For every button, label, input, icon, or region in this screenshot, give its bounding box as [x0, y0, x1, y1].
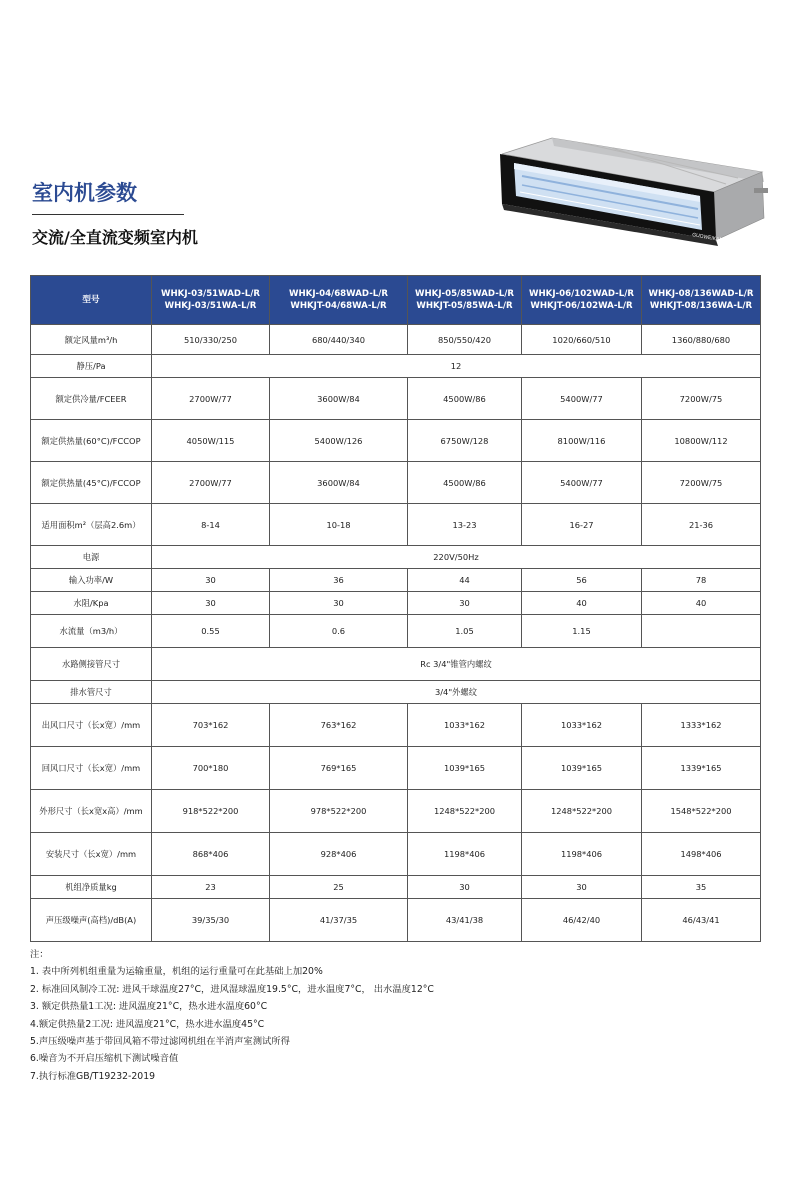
- table-cell: 1.15: [522, 615, 642, 648]
- notes-section: [30, 946, 434, 1085]
- table-row: [31, 704, 761, 747]
- table-cell: 1248*522*200: [408, 790, 522, 833]
- model-column-1: WHKJ-03/51WAD-L/R WHKJ-03/51WA-L/R: [152, 276, 270, 325]
- table-cell: 40: [642, 592, 761, 615]
- row-label: 声压级噪声(高档)/dB(A): [31, 899, 152, 942]
- table-cell: 928*406: [270, 833, 408, 876]
- table-cell: 7200W/75: [642, 462, 761, 504]
- table-row: [31, 546, 761, 569]
- table-cell: 1033*162: [408, 704, 522, 747]
- table-cell: 46/42/40: [522, 899, 642, 942]
- note-line: 1. 表中所列机组重量为运输重量，机组的运行重量可在此基础上加20%: [30, 966, 323, 978]
- row-label: 额定供冷量/FCEER: [31, 378, 152, 420]
- header-row: [31, 276, 761, 325]
- table-cell: 30: [270, 592, 408, 615]
- table-cell: [642, 615, 761, 648]
- row-label: 出风口尺寸（长x宽）/mm: [31, 704, 152, 747]
- table-cell: 769*165: [270, 747, 408, 790]
- row-label: 外形尺寸（长x宽x高）/mm: [31, 790, 152, 833]
- table-cell: 510/330/250: [152, 325, 270, 355]
- table-cell: 868*406: [152, 833, 270, 876]
- table-cell: 41/37/35: [270, 899, 408, 942]
- table-cell: 8100W/116: [522, 420, 642, 462]
- table-cell: 1198*406: [522, 833, 642, 876]
- page-title: 室内机参数: [32, 181, 137, 205]
- table-cell: 46/43/41: [642, 899, 761, 942]
- table-cell: Rc 3/4"锥管内螺纹: [152, 648, 761, 681]
- table-cell: 35: [642, 876, 761, 899]
- table-cell: 700*180: [152, 747, 270, 790]
- spec-table: [30, 275, 761, 942]
- table-cell: 1033*162: [522, 704, 642, 747]
- row-label: 水流量（m3/h）: [31, 615, 152, 648]
- table-cell: 8-14: [152, 504, 270, 546]
- row-label: 电源: [31, 546, 152, 569]
- model-column-5: WHKJ-08/136WAD-L/R WHKJT-08/136WA-L/R: [642, 276, 761, 325]
- note-line: 6.噪音为不开启压缩机下测试噪音值: [30, 1053, 179, 1065]
- table-cell: 1339*165: [642, 747, 761, 790]
- table-cell: 30: [522, 876, 642, 899]
- table-cell: 78: [642, 569, 761, 592]
- table-row: [31, 648, 761, 681]
- table-cell: 1248*522*200: [522, 790, 642, 833]
- row-label: 机组净质量kg: [31, 876, 152, 899]
- table-row: [31, 569, 761, 592]
- row-label: 额定风量m³/h: [31, 325, 152, 355]
- table-cell: 39/35/30: [152, 899, 270, 942]
- table-row: [31, 790, 761, 833]
- table-cell: 0.6: [270, 615, 408, 648]
- table-cell: 763*162: [270, 704, 408, 747]
- table-cell: 3600W/84: [270, 378, 408, 420]
- note-line: 7.执行标准GB/T19232-2019: [30, 1070, 156, 1082]
- table-cell: 4500W/86: [408, 378, 522, 420]
- model-column-2: WHKJ-04/68WAD-L/R WHKJT-04/68WA-L/R: [270, 276, 408, 325]
- note-line: 5.声压级噪声基于带回风箱不带过滤网机组在半消声室测试所得: [30, 1036, 290, 1048]
- row-label: 输入功率/W: [31, 569, 152, 592]
- row-label: 额定供热量(45°C)/FCCOP: [31, 462, 152, 504]
- table-row: [31, 462, 761, 504]
- model-column-3: WHKJ-05/85WAD-L/R WHKJT-05/85WA-L/R: [408, 276, 522, 325]
- table-cell: 1.05: [408, 615, 522, 648]
- table-row: [31, 325, 761, 355]
- table-cell: 978*522*200: [270, 790, 408, 833]
- table-cell: 1548*522*200: [642, 790, 761, 833]
- row-label: 排水管尺寸: [31, 681, 152, 704]
- table-cell: 1039*165: [522, 747, 642, 790]
- row-label: 额定供热量(60°C)/FCCOP: [31, 420, 152, 462]
- table-cell: 1020/660/510: [522, 325, 642, 355]
- table-row: [31, 876, 761, 899]
- table-cell: 44: [408, 569, 522, 592]
- table-cell: 21-36: [642, 504, 761, 546]
- table-cell: 1360/880/680: [642, 325, 761, 355]
- table-cell: 1039*165: [408, 747, 522, 790]
- page-subtitle: 交流/全直流变频室内机: [32, 228, 198, 247]
- table-row: [31, 378, 761, 420]
- table-cell: 10800W/112: [642, 420, 761, 462]
- table-cell: 10-18: [270, 504, 408, 546]
- table-cell: 56: [522, 569, 642, 592]
- table-cell: 7200W/75: [642, 378, 761, 420]
- table-cell: 850/550/420: [408, 325, 522, 355]
- model-column-4: WHKJ-06/102WAD-L/R WHKJT-06/102WA-L/R: [522, 276, 642, 325]
- table-cell: 30: [152, 569, 270, 592]
- table-cell: 5400W/77: [522, 462, 642, 504]
- table-cell: 5400W/77: [522, 378, 642, 420]
- note-line: 3. 额定供热量1工况: 进风温度21°C，热水进水温度60°C: [30, 1001, 268, 1013]
- table-cell: 680/440/340: [270, 325, 408, 355]
- table-cell: 40: [522, 592, 642, 615]
- table-cell: 220V/50Hz: [152, 546, 761, 569]
- table-cell: 1498*406: [642, 833, 761, 876]
- table-row: [31, 615, 761, 648]
- table-cell: 1198*406: [408, 833, 522, 876]
- header-label: 型号: [31, 276, 152, 325]
- table-cell: 30: [408, 876, 522, 899]
- table-cell: 13-23: [408, 504, 522, 546]
- table-cell: 918*522*200: [152, 790, 270, 833]
- row-label: 安装尺寸（长x宽）/mm: [31, 833, 152, 876]
- row-label: 回风口尺寸（长x宽）/mm: [31, 747, 152, 790]
- table-row: [31, 355, 761, 378]
- table-cell: 36: [270, 569, 408, 592]
- table-cell: 30: [152, 592, 270, 615]
- table-cell: 30: [408, 592, 522, 615]
- table-cell: 43/41/38: [408, 899, 522, 942]
- row-label: 水路侧接管尺寸: [31, 648, 152, 681]
- table-cell: 5400W/126: [270, 420, 408, 462]
- table-cell: 16-27: [522, 504, 642, 546]
- table-cell: 3/4"外螺纹: [152, 681, 761, 704]
- title-divider: [32, 214, 184, 215]
- duct-unit-image: [492, 132, 772, 257]
- row-label: 静压/Pa: [31, 355, 152, 378]
- table-row: [31, 899, 761, 942]
- note-line: 4.额定供热量2工况: 进风温度21°C，热水进水温度45°C: [30, 1018, 265, 1030]
- table-row: [31, 833, 761, 876]
- table-cell: 2700W/77: [152, 462, 270, 504]
- table-cell: 6750W/128: [408, 420, 522, 462]
- row-label: 水阻/Kpa: [31, 592, 152, 615]
- table-cell: 2700W/77: [152, 378, 270, 420]
- table-cell: 4050W/115: [152, 420, 270, 462]
- table-cell: 703*162: [152, 704, 270, 747]
- note-line: 2. 标准回风制冷工况: 进风干球温度27°C，进风湿球温度19.5°C，进水温度7°C， 出水温度12°C: [30, 983, 434, 995]
- table-cell: 25: [270, 876, 408, 899]
- table-row: [31, 592, 761, 615]
- brand-logo: GUOWEIKANG: [691, 232, 728, 245]
- table-cell: 23: [152, 876, 270, 899]
- table-cell: 4500W/86: [408, 462, 522, 504]
- table-row: [31, 504, 761, 546]
- table-row: [31, 747, 761, 790]
- table-cell: 1333*162: [642, 704, 761, 747]
- row-label: 适用面积m²（层高2.6m）: [31, 504, 152, 546]
- table-row: [31, 420, 761, 462]
- table-row: [31, 681, 761, 704]
- table-cell: 12: [152, 355, 761, 378]
- table-cell: 0.55: [152, 615, 270, 648]
- table-cell: 3600W/84: [270, 462, 408, 504]
- note-line: 注：: [30, 949, 49, 960]
